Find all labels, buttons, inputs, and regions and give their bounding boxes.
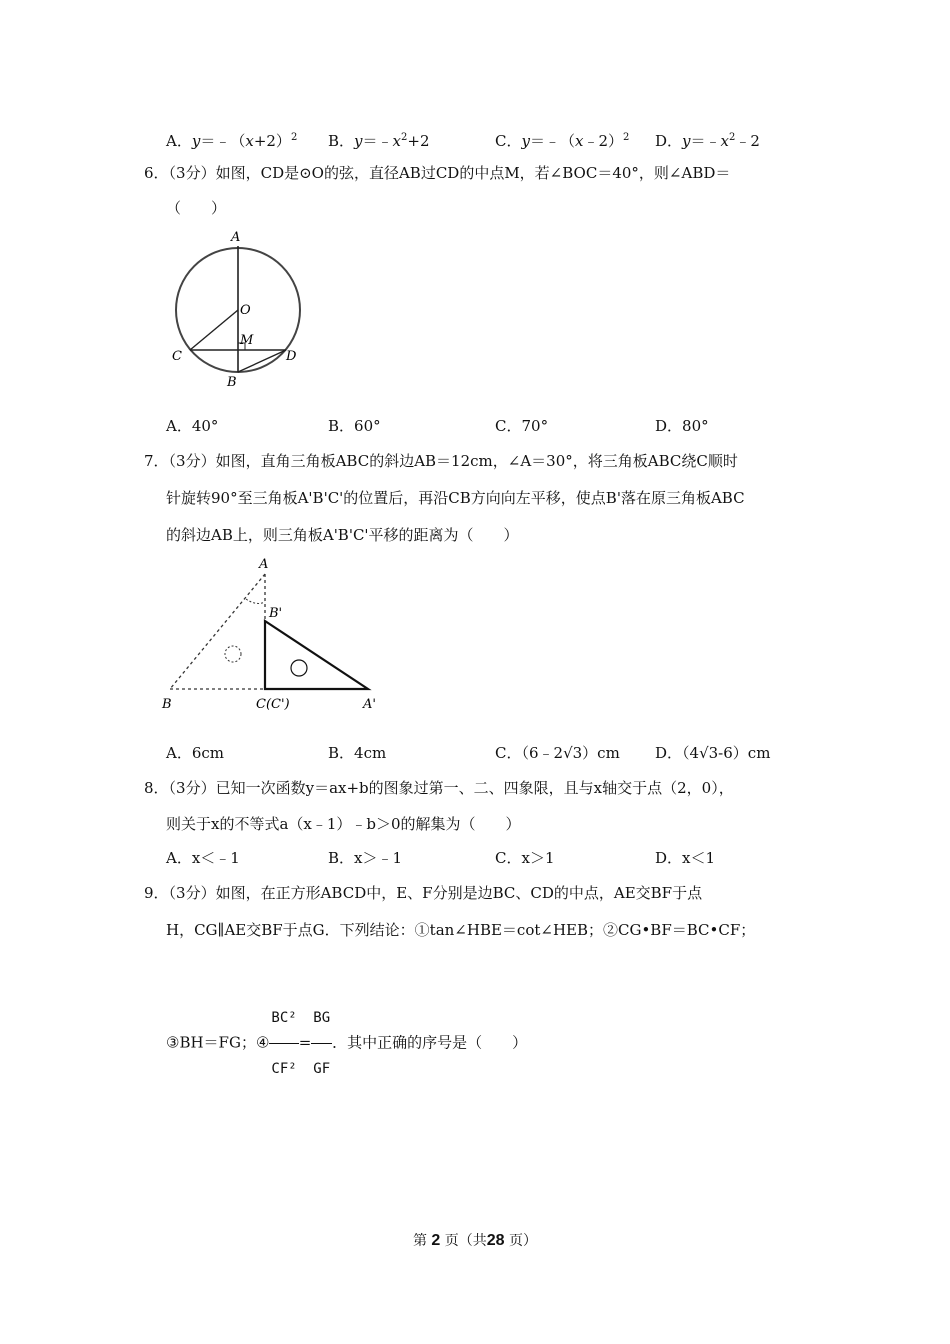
label-b: B [227, 375, 237, 390]
q6-stem-line2: （ ） [166, 199, 227, 217]
label-b: B [162, 697, 172, 712]
total-pages: 28 [486, 1232, 505, 1249]
q7-option-c: C．（6﹣2√3）cm [495, 744, 620, 762]
q5-option-b: B．$y=﹣x^2+2$ [328, 132, 430, 150]
fraction-bg-gf: $\frac{BG}{GF}$ [311, 993, 332, 1094]
dashed-hole [225, 646, 241, 662]
q5-option-d: D．$y=﹣x^2﹣2$ [655, 132, 760, 150]
q7-triangle-figure [158, 552, 388, 720]
q7-option-d: D．（4√3-6）cm [655, 744, 771, 762]
q7-stem-line1: 7．（3分）如图，直角三角板ABC的斜边AB＝12cm，∠A＝30°，将三角板ABC绕C顺时 [144, 452, 738, 470]
q8-option-b: B．x＞﹣1 [328, 849, 403, 867]
fraction-bc2-cf2: $\frac{\text{BC²}}{\text{CF²}}$ [269, 993, 298, 1094]
q7-option-a: A．6cm [166, 744, 225, 762]
q7-option-b: B．4cm [328, 744, 387, 762]
label-d: D [286, 349, 297, 364]
segment-oc [190, 310, 238, 350]
q5-option-c: C．y＝﹣（x﹣2）$^2$ [495, 132, 630, 150]
label-a-prime: A' [363, 697, 376, 712]
q8-stem-line1: 8．（3分）已知一次函数y＝ax+b的图象过第一、二、四象限，且与x轴交于点（2，0）， [144, 779, 734, 797]
angle-a-arc [246, 599, 265, 603]
q6-option-a: A．40° [166, 417, 219, 435]
q7-stem-line2: 针旋转90°至三角板A'B'C'的位置后，再沿CB方向向左平移，使点B'落在原三角板ABC [166, 489, 745, 507]
q6-stem-line1: 6．（3分）如图，CD是⊙O的弦，直径AB过CD的中点M，若∠BOC＝40°，则∠ABD＝ [144, 164, 731, 182]
q8-option-a: A．x＜﹣1 [166, 849, 240, 867]
label-c: C [172, 349, 182, 364]
q9-stem-line2: H，CG∥AE交BF于点G．下列结论：①tan∠HBE＝cot∠HEB；②CG•BF＝BC•CF； [166, 921, 756, 939]
q8-option-c: C．x＞1 [495, 849, 555, 867]
label-a: A [259, 557, 269, 572]
hypotenuse-ab-dashed [170, 574, 265, 689]
segment-bd [238, 350, 286, 372]
q8-option-d: D．x＜1 [655, 849, 716, 867]
label-c-c-prime: C(C') [256, 697, 290, 712]
q5-option-a: A．$y=﹣(x+2)^2$ [166, 132, 298, 150]
current-page: 2 [431, 1232, 441, 1249]
q6-circle-figure [160, 226, 310, 394]
label-a: A [231, 230, 241, 245]
label-m: M [240, 333, 254, 348]
q9-stem-line1: 9．（3分）如图，在正方形ABCD中，E、F分别是边BC、CD的中点，AE交BF于点 [144, 884, 703, 902]
label-b-prime: B' [269, 606, 283, 621]
triangle-hole [291, 660, 307, 676]
q8-stem-line2: 则关于x的不等式a（x﹣1）﹣b＞0的解集为（ ） [166, 815, 521, 833]
q6-option-c: C．70° [495, 417, 549, 435]
triangle-a-prime-b-prime-c-prime [265, 621, 368, 689]
q6-option-d: D．80° [655, 417, 709, 435]
q9-stem-line3: ③BH＝FG；④ $\frac{\text{BC²}}{\text{CF²}}$ = $\frac{BG}{GF}$ ．其中正确的序号是（ ） [166, 993, 527, 1043]
q7-stem-line3: 的斜边AB上，则三角板A'B'C'平移的距离为（ ） [166, 526, 519, 544]
label-o: O [240, 303, 251, 318]
q6-option-b: B．60° [328, 417, 381, 435]
page-footer: 第 2 页（共28 页） [412, 1232, 538, 1249]
